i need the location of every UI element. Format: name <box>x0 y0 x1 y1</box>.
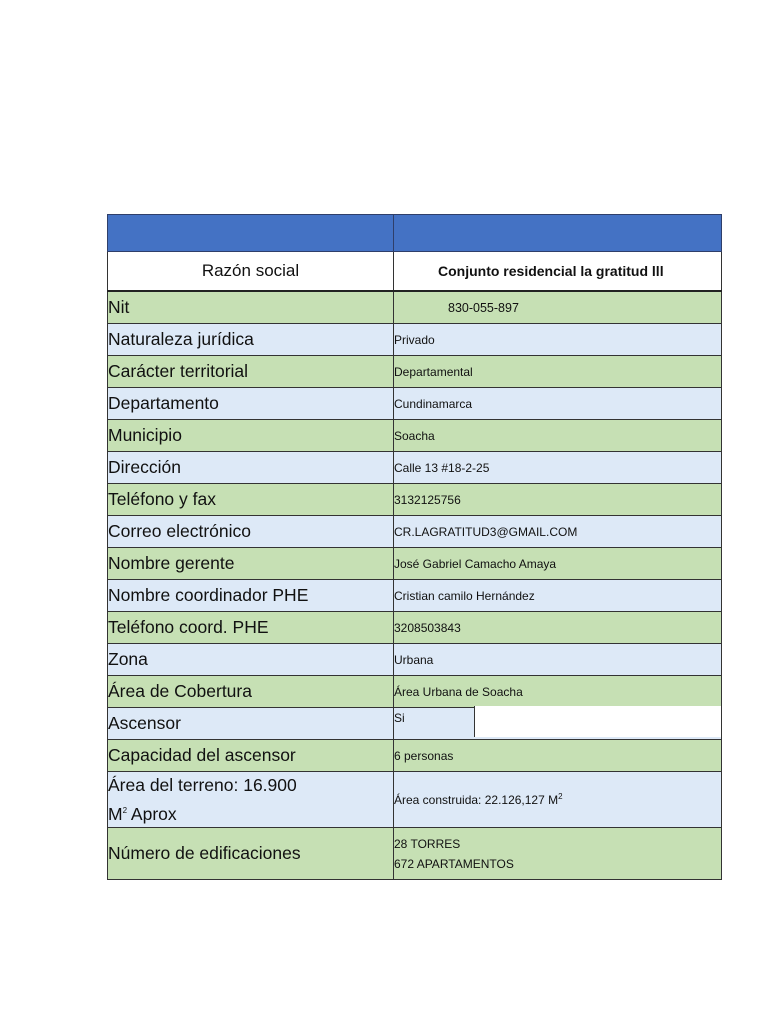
table-row <box>108 516 722 548</box>
area-label-line1: Área del terreno: 16.900 <box>108 774 297 795</box>
row-value: 3132125756 <box>394 484 722 516</box>
row-value: CR.LAGRATITUD3@GMAIL.COM <box>394 516 722 548</box>
row-value: 6 personas <box>394 740 722 772</box>
company-info-table <box>107 214 722 880</box>
table-row <box>108 484 722 516</box>
table-row <box>108 420 722 452</box>
razon-social-row <box>108 252 722 292</box>
row-label: Zona <box>108 644 394 676</box>
razon-social-value: Conjunto residencial la gratitud lll <box>394 252 722 292</box>
area-construida-value <box>394 772 722 828</box>
header-cell-left <box>108 215 394 252</box>
row-label: Nombre coordinador PHE <box>108 580 394 612</box>
row-value: Soacha <box>394 420 722 452</box>
row-value: 3208503843 <box>394 612 722 644</box>
row-value: 830-055-897 <box>394 291 722 324</box>
row-value: Departamental <box>394 356 722 388</box>
table-row <box>108 356 722 388</box>
row-label: Correo electrónico <box>108 516 394 548</box>
table-row <box>108 580 722 612</box>
table-header-row <box>108 215 722 252</box>
row-value: Privado <box>394 324 722 356</box>
table-row <box>108 740 722 772</box>
table-row <box>108 612 722 644</box>
table-row <box>108 452 722 484</box>
row-value: José Gabriel Camacho Amaya <box>394 548 722 580</box>
row-value: Calle 13 #18-2-25 <box>394 452 722 484</box>
row-label: Teléfono y fax <box>108 484 394 516</box>
table-row <box>108 388 722 420</box>
area-label-m: M <box>108 803 123 824</box>
edificaciones-row <box>108 828 722 880</box>
row-value: Urbana <box>394 644 722 676</box>
row-label: Municipio <box>108 420 394 452</box>
row-label: Naturaleza jurídica <box>108 324 394 356</box>
header-cell-right <box>394 215 722 252</box>
row-label: Ascensor <box>108 708 394 740</box>
row-label: Dirección <box>108 452 394 484</box>
table-row <box>108 324 722 356</box>
row-value: Cristian camilo Hernández <box>394 580 722 612</box>
table-row <box>108 708 722 740</box>
empty-cell <box>475 706 721 737</box>
edificaciones-value <box>394 828 722 880</box>
row-label: Nombre gerente <box>108 548 394 580</box>
row-label: Área de Cobertura <box>108 676 394 708</box>
razon-social-label: Razón social <box>108 252 394 292</box>
edificaciones-torres: 28 TORRES <box>394 836 461 851</box>
edificaciones-label: Número de edificaciones <box>108 828 394 880</box>
edificaciones-apartamentos: 672 APARTAMENTOS <box>394 856 514 871</box>
area-label-sup: 2 <box>122 805 128 815</box>
row-value: Cundinamarca <box>394 388 722 420</box>
area-row <box>108 772 722 828</box>
table-row <box>108 644 722 676</box>
row-value: Área Urbana de Soacha <box>394 676 722 708</box>
row-label: Carácter territorial <box>108 356 394 388</box>
table-row <box>108 291 722 324</box>
area-label-aprox: Aprox <box>127 803 177 824</box>
row-label: Departamento <box>108 388 394 420</box>
table-row <box>108 676 722 708</box>
table-row <box>108 548 722 580</box>
row-label: Teléfono coord. PHE <box>108 612 394 644</box>
area-construida-text: Área construida: 22.126,127 M <box>394 793 559 807</box>
row-label: Nit <box>108 291 394 324</box>
row-value-split <box>394 708 722 740</box>
ascensor-value: Si <box>350 706 475 737</box>
row-label: Capacidad del ascensor <box>108 740 394 772</box>
area-construida-sup: 2 <box>558 792 563 801</box>
area-terreno-label <box>108 772 394 828</box>
